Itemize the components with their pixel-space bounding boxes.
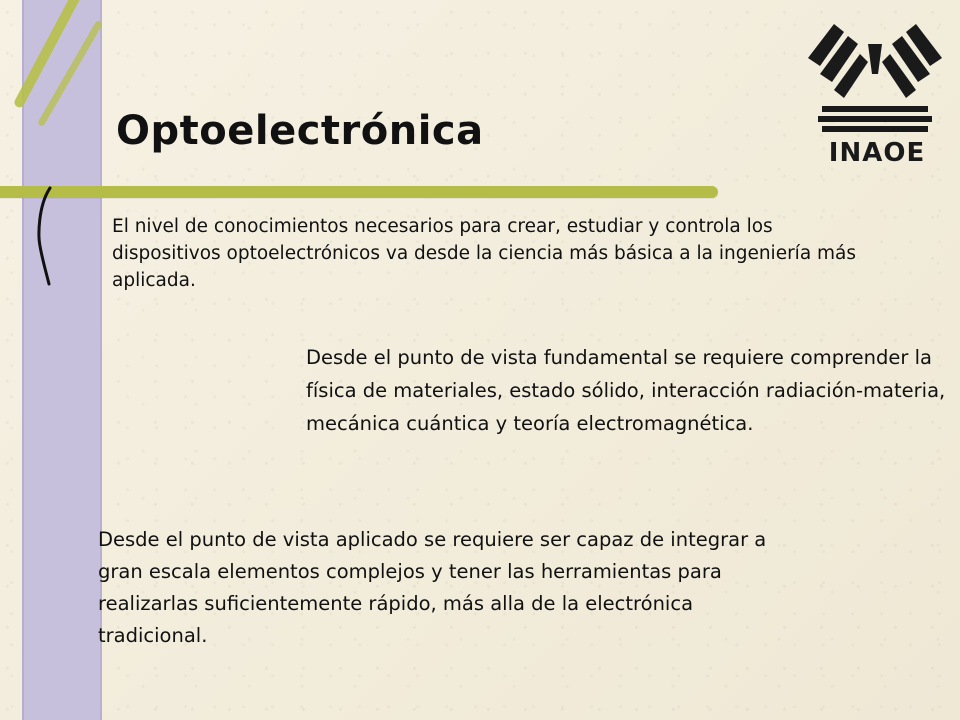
- slide-title: Optoelectrónica: [116, 108, 484, 154]
- paragraph-intro: El nivel de conocimientos necesarios para crear, estudiar y controla los dispositivos optoelectrónicos va desde la ciencia más básica a la ingeniería más aplicada.: [112, 216, 857, 291]
- title-underline-rule: [0, 186, 718, 198]
- logo-text: INAOE: [828, 138, 926, 168]
- paragraph-applied: Desde el punto de vista aplicado se requiere ser capaz de integrar a gran escala elementos complejos y tener las herramientas para realizarlas suficientemente rápido, más alla de la electrónica tradicional.: [98, 528, 767, 647]
- left-bracket-icon: [34, 186, 54, 286]
- left-decorative-bar: [22, 0, 102, 720]
- paragraph-fundamental: Desde el punto de vista fundamental se requiere comprender la física de materiales, estado sólido, interacción radiación-materia, mecánica cuántica y teoría electromagnética.: [306, 346, 946, 435]
